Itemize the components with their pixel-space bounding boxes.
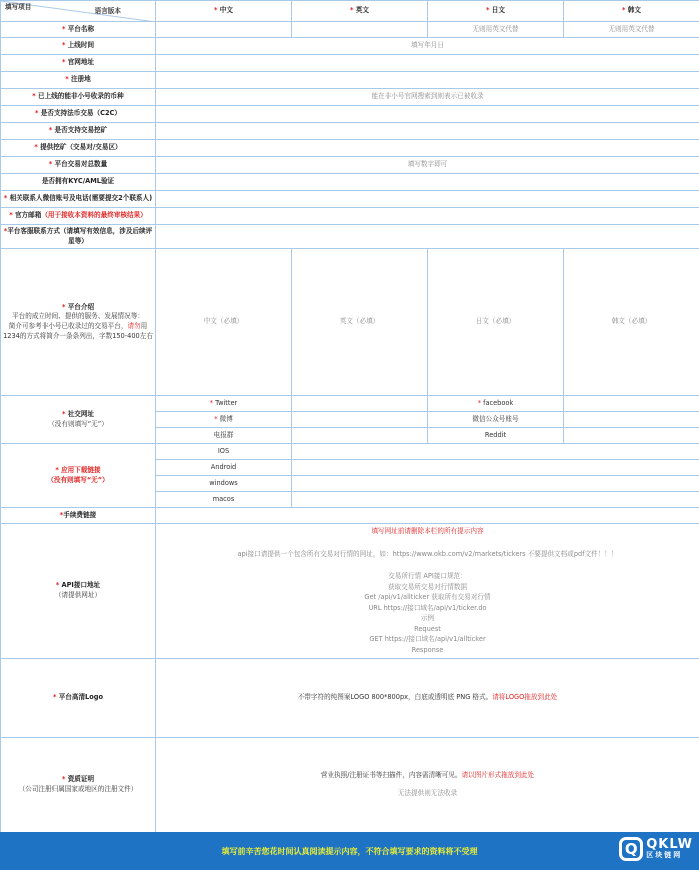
label-twitter: * Twitter [156,396,292,412]
lang-header-jp: * 日文 [428,1,564,22]
input-facebook[interactable] [564,396,699,412]
row-pair-count [1,157,699,174]
label-support: *平台客服联系方式（请填写有效信息，涉及后续评星等） [1,225,156,249]
input-platform-name-cn[interactable] [156,22,292,38]
lang-header-cn: * 中文 [156,1,292,22]
row-fiat [1,106,699,123]
input-ios[interactable] [292,444,699,460]
corner-right-label: 语言版本 [94,7,121,15]
logo-dropzone[interactable] [156,659,699,738]
proof-text: 营业执照/注册证书等扫描件，内容需清晰可见。 [320,771,462,780]
proof-note: （公司注册归属国家或地区的注册文件） [18,785,138,793]
row-social-1 [1,396,699,412]
input-intro-kr[interactable]: 韩文（必填） [564,249,699,396]
api-line-6: 示例 [420,614,435,623]
input-reddit[interactable] [564,428,699,444]
input-pair-count[interactable]: 填写数字即可 [156,157,699,174]
app-note: （没有则填写“无”） [47,475,109,484]
watermark-logo [619,837,693,861]
api-line-3: 获取交易所交易对行情数据 [387,582,468,591]
row-website [1,55,699,72]
lang-header-kr: * 韩文 [564,1,699,22]
label-android: Android [156,460,292,476]
label-website: * 官网地址 [1,55,156,72]
label-api: * API接口地址 （请提供网址） [1,524,156,659]
input-windows[interactable] [292,476,699,492]
input-support[interactable] [156,225,699,249]
social-title: 社交网址 [67,409,95,418]
row-app-ios [1,444,699,460]
input-intro-jp[interactable]: 日文（必填） [428,249,564,396]
label-weibo: * 微博 [156,412,292,428]
api-line-5: URL https://接口域名/api/v1/ticker.do [368,603,487,612]
watermark-sub: 区块链网 [646,851,683,860]
header-row [1,1,699,22]
intro-title: 平台介绍 [67,302,95,311]
label-windows: windows [156,476,292,492]
proof-title: 资质证明 [67,775,95,784]
proof-dropzone[interactable] [156,738,699,833]
footer-banner [0,832,699,870]
api-title: API接口地址 [61,581,101,590]
row-email [1,208,699,225]
input-twitter[interactable] [292,396,428,412]
row-listed-coins [1,89,699,106]
intro-desc-3: 1234的方式将简介一条条列出，字数150-400左右 [3,331,153,340]
label-listed-coins: * 已上线的能非小号收录的币种 [1,89,156,106]
label-platform-name: * 平台名称 [1,22,156,38]
label-ios: IOS [156,444,292,460]
input-contacts[interactable] [156,191,699,208]
label-launch-time: * 上线时间 [1,38,156,55]
api-line-1: api接口请提供一个包含所有交易对行情的网址，如：https://www.okb.com/v2/markets/tickers 不要提供文档或pdf文件！！！ [237,549,618,558]
row-platform-name [1,22,699,38]
logo-text: 不带字符的纯图案LOGO 800*800px，白底或透明底 PNG 格式。 [297,693,493,702]
label-reddit: Reddit [428,428,564,444]
label-mining: * 是否支持交易挖矿 [1,123,156,140]
header-corner-cell [1,1,156,22]
input-platform-name-kr[interactable]: 无则用英文代替 [564,22,699,38]
proof-grey: 无法提供则无法收录 [397,789,458,797]
input-platform-name-en[interactable] [292,22,428,38]
label-fiat: * 是否支持法币交易（C2C） [1,106,156,123]
label-social: * 社交网址 （没有则填写“无”） [1,396,156,444]
row-proof [1,738,699,833]
api-line-9: Response [411,645,444,654]
input-website[interactable] [156,55,699,72]
input-registration[interactable] [156,72,699,89]
label-contacts: * 相关联系人微信账号及电话(需要提交2个联系人) [1,191,156,208]
input-macos[interactable] [292,492,699,508]
api-line-2: 交易所行情 API接口规范： [388,572,467,581]
label-logo: * 平台高清Logo [1,659,156,738]
watermark-brand: QKLW [646,837,693,852]
input-launch-time[interactable]: 填写年月日 [156,38,699,55]
row-intro [1,249,699,396]
row-fee [1,508,699,524]
api-note: （请提供网址） [54,591,102,599]
api-line-7: Request [414,624,441,633]
social-note: （没有则填写“无”） [48,419,108,428]
input-intro-cn[interactable]: 中文（必填） [156,249,292,396]
row-registration [1,72,699,89]
app-title: 应用下载链接 [61,465,101,474]
row-mining-offer [1,140,699,157]
label-fee: *手续费链接 [1,508,156,524]
input-platform-name-jp[interactable]: 无则用英文代替 [428,22,564,38]
label-wechat: 微信公众号账号 [428,412,564,428]
label-mining-offer: * 提供挖矿（交易对/交易区） [1,140,156,157]
row-support [1,225,699,249]
input-email[interactable] [156,208,699,225]
intro-desc-1: 平台的成立时间、提供的服务、发展情况等： [12,312,144,321]
intro-desc-2: 简介可参考非小号已收录过的交易平台，请勿用 [8,322,148,330]
api-line-8: GET https://接口域名/api/v1/allticker [369,635,486,644]
api-red-line: 填写网址前请删除本栏的所有提示内容 [371,527,484,535]
input-mining[interactable] [156,123,699,140]
logo-red: 请将LOGO拖放到此处 [492,693,558,702]
label-pair-count: * 平台交易对总数量 [1,157,156,174]
corner-left-label: 填写项目 [5,3,32,11]
input-wechat[interactable] [564,412,699,428]
label-app: * 应用下载链接 （没有则填写“无”） [1,444,156,508]
proof-red: 请以图片形式拖放到此处 [461,771,535,780]
row-kyc [1,174,699,191]
lang-header-en: * 英文 [292,1,428,22]
label-registration: * 注册地 [1,72,156,89]
label-email: * 官方邮箱（用于接收本资料的最终审核结果） [1,208,156,225]
input-android[interactable] [292,460,699,476]
row-logo [1,659,699,738]
row-mining [1,123,699,140]
row-launch-time [1,38,699,55]
input-api[interactable] [156,524,699,659]
input-intro-en[interactable]: 英文（必填） [292,249,428,396]
row-contacts [1,191,699,208]
input-listed-coins[interactable]: 能在非小号官网搜索到则表示已被收录 [156,89,699,106]
input-kyc[interactable] [156,174,699,191]
label-macos: macos [156,492,292,508]
input-fiat[interactable] [156,106,699,123]
api-line-4: Get /api/v1/allticker 获取所有交易对行情 [364,593,491,602]
footer-text: 填写前辛苦您花时间认真阅读提示内容，不符合填写要求的资料将不受理 [221,846,478,856]
label-telegram: 电报群 [156,428,292,444]
input-fee[interactable] [156,508,699,524]
input-mining-offer[interactable] [156,140,699,157]
label-proof: * 资质证明 （公司注册归属国家或地区的注册文件） [1,738,156,833]
qklw-logo-icon: Q [619,837,643,861]
input-telegram[interactable] [292,428,428,444]
label-facebook: * facebook [428,396,564,412]
label-kyc: 是否拥有KYC/AML验证 [1,174,156,191]
label-intro: * 平台介绍 平台的成立时间、提供的服务、发展情况等： 简介可参考非小号已收录过的交易平台，请勿用 1234的方式将简介一条条列出，字数150-400左右 [1,249,156,396]
row-api [1,524,699,659]
input-weibo[interactable] [292,412,428,428]
